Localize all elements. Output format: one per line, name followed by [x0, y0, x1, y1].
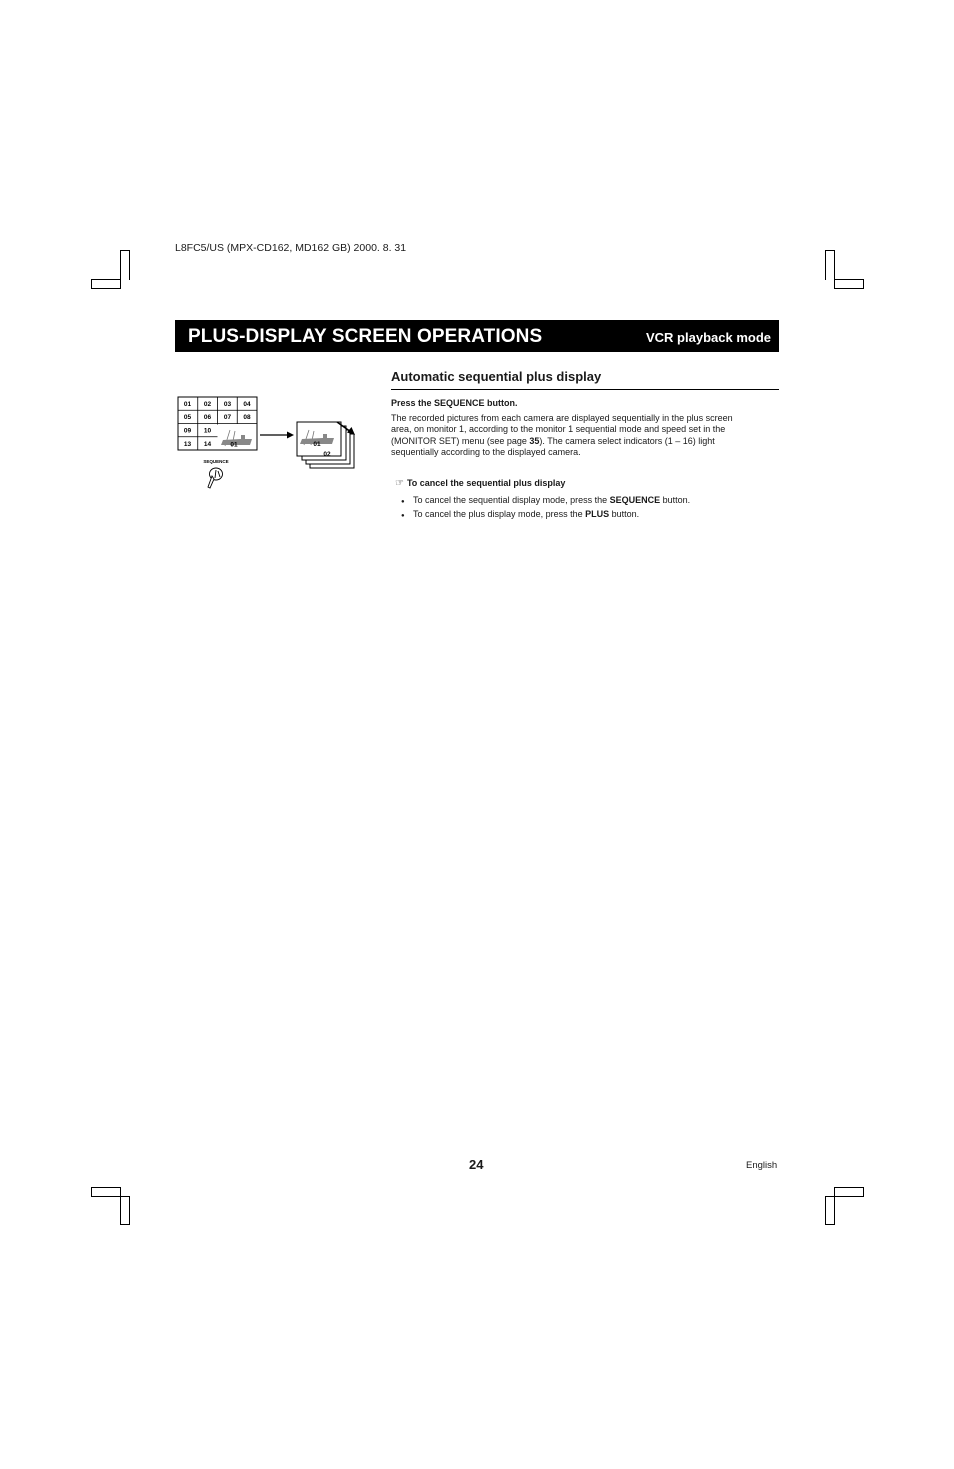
pointing-hand-icon: ☞ — [395, 478, 404, 489]
page-number: 24 — [469, 1157, 484, 1172]
step-instruction: Press the SEQUENCE button. — [391, 398, 518, 408]
grid-cell-label: 04 — [243, 401, 251, 408]
grid-cell-label: 07 — [223, 414, 232, 421]
grid-cell-label: 13 — [183, 441, 192, 448]
finger-press-icon — [208, 468, 223, 488]
grid-cell-label: 03 — [223, 401, 232, 408]
list-item — [413, 507, 690, 521]
sequence-button-label: SEQUENCE — [203, 459, 229, 464]
stack-back-label: 02 — [323, 451, 331, 458]
bullet-button-name: PLUS — [585, 509, 610, 519]
grid-cell-label: 09 — [183, 427, 192, 435]
list-item — [413, 493, 690, 507]
bullet-text: To cancel the plus display mode, press the — [413, 509, 586, 519]
sequence-diagram — [175, 390, 375, 500]
note-heading — [395, 478, 565, 489]
page-title: PLUS-DISPLAY SCREEN OPERATIONS — [188, 326, 543, 347]
stacked-screens — [297, 422, 355, 468]
grid-cell-label: 01 — [183, 401, 192, 408]
section-title: Automatic sequential plus display — [391, 369, 602, 384]
grid-cell-label: 08 — [243, 414, 251, 421]
stack-front-label: 01 — [313, 441, 321, 448]
paragraph-line: The recorded pictures from each camera are displayed sequentially in the plus screen — [391, 413, 733, 423]
grid-cell-label: 10 — [203, 427, 212, 435]
plus-area-label: 01 — [230, 441, 238, 449]
grid-cell-label: 02 — [203, 401, 212, 408]
bullet-text: To cancel the sequential display mode, press the — [413, 495, 610, 505]
section-divider — [391, 389, 779, 390]
bullet-text: button. — [609, 509, 640, 519]
cancel-instructions-list — [413, 493, 690, 521]
sequence-illustration — [175, 390, 375, 505]
paragraph-line: ). The camera select indicators (1 – 16) light — [539, 435, 715, 446]
note-title: To cancel the sequential plus display — [406, 478, 566, 488]
bullet-text: button. — [660, 495, 691, 505]
grid-cell-label: 14 — [203, 441, 212, 448]
mode-label: VCR playback mode — [646, 330, 771, 345]
page-reference: 35 — [529, 435, 540, 446]
bullet-button-name: SEQUENCE — [609, 495, 661, 505]
grid-cell-label: 06 — [203, 414, 212, 421]
section-banner — [175, 320, 779, 352]
grid-cell-label: 05 — [183, 414, 192, 421]
document-code: L8FC5/US (MPX-CD162, MD162 GB) 2000. 8. 31 — [175, 242, 407, 254]
paragraph-line: sequentially according to the displayed camera. — [391, 446, 581, 457]
language-label: English — [746, 1160, 778, 1171]
paragraph-line: (MONITOR SET) menu (see page — [391, 435, 530, 446]
paragraph-line: area, on monitor 1, according to the monitor 1 sequential mode and speed set in the — [391, 424, 726, 435]
description-paragraph — [391, 413, 781, 458]
